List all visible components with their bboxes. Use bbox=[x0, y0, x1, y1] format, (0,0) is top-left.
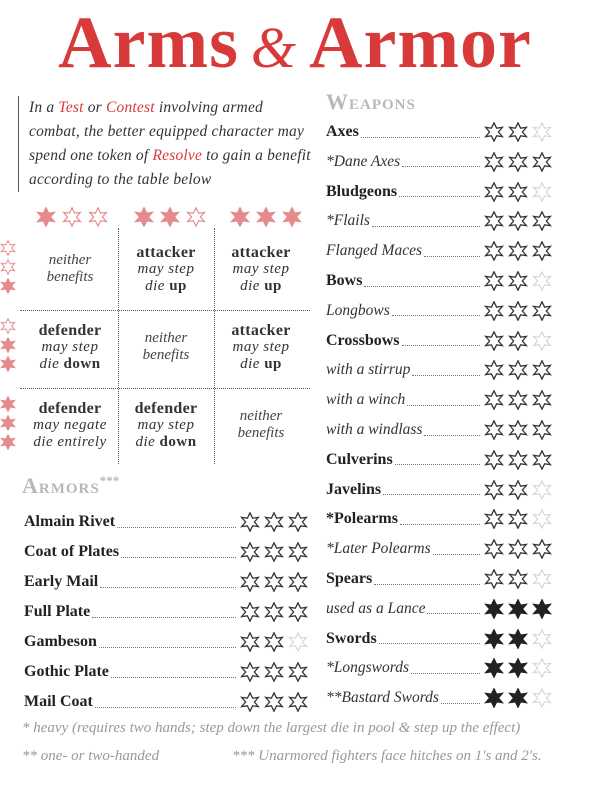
outline-star-icon bbox=[186, 207, 206, 227]
resolve-term: Resolve bbox=[152, 147, 203, 164]
rating-stars bbox=[484, 569, 552, 589]
rating-stars bbox=[484, 390, 552, 410]
armor-row bbox=[24, 628, 308, 656]
outline-star-icon bbox=[508, 360, 528, 380]
outline-star-icon bbox=[484, 152, 504, 172]
cell-who-text: defender bbox=[38, 322, 102, 339]
outline-star-icon bbox=[508, 301, 528, 321]
armors-heading bbox=[22, 473, 119, 499]
dot-leader bbox=[407, 395, 480, 406]
dot-leader bbox=[379, 633, 480, 644]
outline-star-icon bbox=[484, 360, 504, 380]
cell-action-text: may step bbox=[41, 339, 99, 355]
filled-star-icon bbox=[532, 599, 552, 619]
cell-who-text: attacker bbox=[231, 322, 291, 339]
row-header-stars bbox=[0, 318, 16, 372]
filled-star-icon bbox=[484, 658, 504, 678]
rating-stars bbox=[484, 331, 552, 351]
outline-star-icon bbox=[508, 122, 528, 142]
rating-stars bbox=[484, 450, 552, 470]
table-cell bbox=[121, 400, 211, 451]
outline-star-icon bbox=[532, 390, 552, 410]
cell-who-text: attacker bbox=[231, 244, 291, 261]
cell-neither-text: neither benefits bbox=[237, 408, 285, 441]
dot-leader bbox=[411, 663, 480, 674]
item-name: Coat of Plates bbox=[24, 543, 120, 560]
outline-star-icon bbox=[484, 122, 504, 142]
outline-star-icon bbox=[484, 331, 504, 351]
rating-stars bbox=[240, 692, 308, 712]
intro-text: or bbox=[83, 99, 106, 116]
outline-star-icon bbox=[508, 271, 528, 291]
item-name: Swords bbox=[326, 629, 377, 647]
item-name: Culverins bbox=[326, 450, 393, 468]
dot-leader bbox=[395, 454, 480, 465]
weapon-row bbox=[326, 207, 552, 235]
rating-stars bbox=[484, 420, 552, 440]
outline-star-icon bbox=[288, 512, 308, 532]
outline-star-icon bbox=[240, 602, 260, 622]
faint-star-icon bbox=[532, 480, 552, 500]
weapon-row bbox=[326, 148, 552, 176]
cell-direction-word: up bbox=[169, 278, 187, 294]
footnote-unarmored: *** Unarmored fighters face hitches on 1's and 2's. bbox=[232, 748, 542, 764]
rating-stars bbox=[484, 301, 552, 321]
outline-star-icon bbox=[264, 662, 284, 682]
outline-star-icon bbox=[288, 692, 308, 712]
table-divider bbox=[20, 310, 310, 311]
outline-star-icon bbox=[264, 572, 284, 592]
title-ampersand: & bbox=[250, 15, 298, 80]
filled-star-icon bbox=[508, 688, 528, 708]
item-name: Bludgeons bbox=[326, 182, 398, 200]
cell-direction-line bbox=[216, 356, 306, 373]
dot-leader bbox=[427, 603, 480, 614]
weapon-row bbox=[326, 297, 552, 325]
filled-star-icon bbox=[160, 207, 180, 227]
outline-star-icon bbox=[508, 152, 528, 172]
filled-star-icon bbox=[0, 415, 16, 431]
dot-leader bbox=[121, 547, 236, 558]
outline-star-icon bbox=[508, 569, 528, 589]
cell-action-text: may step bbox=[232, 339, 290, 355]
filled-star-icon bbox=[134, 207, 154, 227]
cell-who-text: defender bbox=[38, 400, 102, 417]
armors-footnote-mark: *** bbox=[99, 473, 120, 488]
armor-row bbox=[24, 538, 308, 566]
item-name: Gothic Plate bbox=[24, 663, 109, 680]
filled-star-icon bbox=[508, 599, 528, 619]
outline-star-icon bbox=[484, 271, 504, 291]
outline-star-icon bbox=[484, 211, 504, 231]
outline-star-icon bbox=[88, 207, 108, 227]
item-name: Gambeson bbox=[24, 633, 97, 650]
table-cell bbox=[121, 244, 211, 295]
cell-action-text: may step bbox=[137, 261, 195, 277]
outline-star-icon bbox=[484, 390, 504, 410]
weapon-row bbox=[326, 535, 552, 563]
dot-leader bbox=[95, 697, 236, 708]
rating-stars bbox=[240, 602, 308, 622]
table-cell bbox=[216, 322, 306, 373]
item-name: with a winch bbox=[326, 391, 406, 409]
footnote-heavy: * heavy (requires two hands; step down the largest die in pool & step up the effect) bbox=[22, 720, 521, 736]
weapon-row bbox=[326, 654, 552, 682]
cell-direction-prefix: die bbox=[145, 278, 170, 294]
faint-star-icon bbox=[532, 569, 552, 589]
outline-star-icon bbox=[484, 182, 504, 202]
table-cell bbox=[25, 252, 115, 286]
table-cell bbox=[216, 408, 306, 442]
outline-star-icon bbox=[532, 539, 552, 559]
item-name: with a stirrup bbox=[326, 361, 411, 379]
page-title bbox=[0, 2, 590, 89]
weapon-row bbox=[326, 356, 552, 384]
item-name: *Longswords bbox=[326, 659, 409, 677]
outline-star-icon bbox=[264, 542, 284, 562]
faint-star-icon bbox=[532, 331, 552, 351]
outline-star-icon bbox=[508, 241, 528, 261]
cell-direction-line bbox=[121, 434, 211, 451]
row-header-stars bbox=[0, 240, 16, 294]
outline-star-icon bbox=[532, 360, 552, 380]
column-header-stars bbox=[122, 207, 218, 227]
cell-direction-prefix: die bbox=[240, 278, 265, 294]
weapon-row bbox=[326, 118, 552, 146]
armor-row bbox=[24, 598, 308, 626]
item-name: used as a Lance bbox=[326, 599, 426, 617]
filled-star-icon bbox=[484, 629, 504, 649]
test-term: Test bbox=[58, 99, 84, 116]
dot-leader bbox=[402, 335, 481, 346]
outline-star-icon bbox=[484, 480, 504, 500]
cell-who-text: attacker bbox=[136, 244, 196, 261]
dot-leader bbox=[400, 514, 480, 525]
contest-term: Contest bbox=[105, 99, 155, 116]
rating-stars bbox=[484, 658, 552, 678]
weapon-row bbox=[326, 684, 552, 712]
outline-star-icon bbox=[264, 602, 284, 622]
item-name: Full Plate bbox=[24, 603, 91, 620]
cell-action-text: may negate bbox=[33, 417, 107, 433]
outline-star-icon bbox=[532, 152, 552, 172]
table-divider bbox=[20, 388, 310, 389]
rating-stars bbox=[484, 122, 552, 142]
faint-star-icon bbox=[532, 658, 552, 678]
weapon-row bbox=[326, 446, 552, 474]
outline-star-icon bbox=[484, 569, 504, 589]
outline-star-icon bbox=[484, 241, 504, 261]
armor-row bbox=[24, 568, 308, 596]
dot-leader bbox=[100, 577, 236, 588]
outline-star-icon bbox=[532, 450, 552, 470]
table-divider bbox=[214, 228, 215, 464]
dot-leader bbox=[111, 667, 236, 678]
rating-stars bbox=[484, 182, 552, 202]
item-name: Longbows bbox=[326, 301, 390, 319]
cell-direction-line bbox=[25, 434, 115, 451]
rating-stars bbox=[484, 599, 552, 619]
dot-leader bbox=[117, 517, 236, 528]
filled-star-icon bbox=[0, 337, 16, 353]
title-arms: Arms bbox=[58, 2, 239, 84]
item-name: Javelins bbox=[326, 480, 382, 498]
rating-stars bbox=[240, 542, 308, 562]
weapon-row bbox=[326, 267, 552, 295]
filled-star-icon bbox=[0, 356, 16, 372]
dot-leader bbox=[392, 305, 480, 316]
filled-star-icon bbox=[508, 629, 528, 649]
rating-stars bbox=[484, 211, 552, 231]
outline-star-icon bbox=[532, 301, 552, 321]
filled-star-icon bbox=[0, 278, 16, 294]
weapon-row bbox=[326, 327, 552, 355]
outline-star-icon bbox=[0, 259, 16, 275]
outline-star-icon bbox=[508, 539, 528, 559]
outline-star-icon bbox=[0, 318, 16, 334]
outline-star-icon bbox=[508, 420, 528, 440]
outline-star-icon bbox=[532, 420, 552, 440]
cell-direction-prefix: die bbox=[39, 356, 64, 372]
faint-star-icon bbox=[532, 688, 552, 708]
cell-neither-text: neither benefits bbox=[142, 330, 190, 363]
filled-star-icon bbox=[484, 599, 504, 619]
filled-star-icon bbox=[0, 396, 16, 412]
outline-star-icon bbox=[508, 331, 528, 351]
weapon-row bbox=[326, 595, 552, 623]
dot-leader bbox=[374, 574, 480, 585]
filled-star-icon bbox=[36, 207, 56, 227]
filled-star-icon bbox=[282, 207, 302, 227]
rating-stars bbox=[240, 632, 308, 652]
faint-star-icon bbox=[532, 629, 552, 649]
footnote-hands: ** one- or two-handed bbox=[22, 748, 160, 764]
item-name: *Polearms bbox=[326, 510, 398, 528]
weapon-row bbox=[326, 237, 552, 265]
weapons-heading: Weapons bbox=[326, 89, 416, 114]
dot-leader bbox=[433, 544, 480, 555]
outline-star-icon bbox=[240, 662, 260, 682]
outline-star-icon bbox=[484, 420, 504, 440]
weapon-row bbox=[326, 476, 552, 504]
faint-star-icon bbox=[532, 122, 552, 142]
faint-star-icon bbox=[288, 632, 308, 652]
outline-star-icon bbox=[508, 450, 528, 470]
dot-leader bbox=[441, 693, 480, 704]
table-cell bbox=[25, 400, 115, 451]
item-name: Spears bbox=[326, 570, 373, 587]
item-name: Early Mail bbox=[24, 573, 99, 590]
rating-stars bbox=[484, 360, 552, 380]
outline-star-icon bbox=[484, 301, 504, 321]
dot-leader bbox=[402, 156, 480, 167]
faint-star-icon bbox=[532, 509, 552, 529]
outline-star-icon bbox=[508, 211, 528, 231]
dot-leader bbox=[361, 127, 480, 138]
rating-stars bbox=[484, 539, 552, 559]
table-cell bbox=[25, 322, 115, 373]
cell-direction-word: up bbox=[264, 278, 282, 294]
item-name: *Dane Axes bbox=[326, 152, 401, 170]
outline-star-icon bbox=[62, 207, 82, 227]
title-armor: Armor bbox=[309, 2, 532, 84]
rating-stars bbox=[484, 688, 552, 708]
outline-star-icon bbox=[484, 509, 504, 529]
outline-star-icon bbox=[240, 512, 260, 532]
outline-star-icon bbox=[240, 542, 260, 562]
item-name: *Flails bbox=[326, 212, 370, 230]
filled-star-icon bbox=[484, 688, 504, 708]
rating-stars bbox=[484, 241, 552, 261]
cell-direction-word: down bbox=[159, 434, 197, 450]
row-header-stars bbox=[0, 396, 16, 450]
item-name: *Later Polearms bbox=[326, 540, 431, 558]
item-name: Flanged Maces bbox=[326, 242, 422, 260]
dot-leader bbox=[372, 216, 480, 227]
cell-direction-line bbox=[121, 278, 211, 295]
weapon-row bbox=[326, 505, 552, 533]
weapon-row bbox=[326, 565, 552, 593]
item-name: Almain Rivet bbox=[24, 513, 116, 530]
cell-who-text: defender bbox=[134, 400, 198, 417]
weapon-row bbox=[326, 416, 552, 444]
rating-stars bbox=[484, 509, 552, 529]
filled-star-icon bbox=[230, 207, 250, 227]
rating-stars bbox=[240, 662, 308, 682]
outline-star-icon bbox=[264, 632, 284, 652]
item-name: **Bastard Swords bbox=[326, 689, 439, 707]
outline-star-icon bbox=[484, 539, 504, 559]
armor-row bbox=[24, 688, 308, 716]
intro-text: involving armed combat, the better equipped character may spend one token of bbox=[29, 99, 305, 164]
cell-action-text: may step bbox=[137, 417, 195, 433]
weapon-row bbox=[326, 178, 552, 206]
dot-leader bbox=[92, 607, 236, 618]
outline-star-icon bbox=[240, 632, 260, 652]
outline-star-icon bbox=[288, 662, 308, 682]
item-name: Axes bbox=[326, 123, 359, 140]
filled-star-icon bbox=[0, 434, 16, 450]
item-name: Bows bbox=[326, 272, 363, 289]
rating-stars bbox=[484, 271, 552, 291]
rating-stars bbox=[484, 480, 552, 500]
outline-star-icon bbox=[288, 572, 308, 592]
intro-paragraph bbox=[18, 96, 311, 192]
filled-star-icon bbox=[256, 207, 276, 227]
cell-direction-prefix: die bbox=[135, 434, 160, 450]
item-name: Crossbows bbox=[326, 331, 400, 349]
intro-text: to gain a benefit according to the table below bbox=[29, 147, 311, 188]
faint-star-icon bbox=[532, 182, 552, 202]
item-name: Mail Coat bbox=[24, 693, 93, 710]
dot-leader bbox=[364, 276, 480, 287]
dot-leader bbox=[399, 186, 480, 197]
outline-star-icon bbox=[508, 182, 528, 202]
cell-neither-text: neither benefits bbox=[46, 252, 94, 285]
cell-direction-prefix: die bbox=[240, 356, 265, 372]
outline-star-icon bbox=[288, 602, 308, 622]
item-name: with a windlass bbox=[326, 421, 423, 438]
armors-heading-text: Armors bbox=[22, 473, 100, 498]
outline-star-icon bbox=[264, 692, 284, 712]
cell-action-text: may step bbox=[232, 261, 290, 277]
filled-star-icon bbox=[508, 658, 528, 678]
cell-direction-line bbox=[25, 356, 115, 373]
rating-stars bbox=[484, 629, 552, 649]
table-cell bbox=[121, 330, 211, 364]
table-cell bbox=[216, 244, 306, 295]
outline-star-icon bbox=[508, 480, 528, 500]
outline-star-icon bbox=[532, 241, 552, 261]
cell-direction-prefix: die entirely bbox=[33, 434, 107, 450]
cell-direction-word: up bbox=[264, 356, 282, 372]
column-header-stars bbox=[24, 207, 120, 227]
faint-star-icon bbox=[532, 271, 552, 291]
weapon-row bbox=[326, 625, 552, 653]
cell-direction-word: down bbox=[63, 356, 101, 372]
outline-star-icon bbox=[484, 450, 504, 470]
armor-row bbox=[24, 508, 308, 536]
dot-leader bbox=[99, 637, 236, 648]
outline-star-icon bbox=[240, 692, 260, 712]
dot-leader bbox=[424, 425, 480, 436]
armor-row bbox=[24, 658, 308, 686]
rating-stars bbox=[240, 512, 308, 532]
dot-leader bbox=[383, 484, 480, 495]
weapon-row bbox=[326, 386, 552, 414]
outline-star-icon bbox=[240, 572, 260, 592]
dot-leader bbox=[424, 246, 480, 257]
outline-star-icon bbox=[288, 542, 308, 562]
table-divider bbox=[118, 228, 119, 464]
outline-star-icon bbox=[508, 509, 528, 529]
rating-stars bbox=[484, 152, 552, 172]
outline-star-icon bbox=[264, 512, 284, 532]
intro-text: In a bbox=[29, 99, 59, 116]
column-header-stars bbox=[218, 207, 314, 227]
rating-stars bbox=[240, 572, 308, 592]
dot-leader bbox=[412, 365, 480, 376]
outline-star-icon bbox=[508, 390, 528, 410]
outline-star-icon bbox=[532, 211, 552, 231]
outline-star-icon bbox=[0, 240, 16, 256]
cell-direction-line bbox=[216, 278, 306, 295]
